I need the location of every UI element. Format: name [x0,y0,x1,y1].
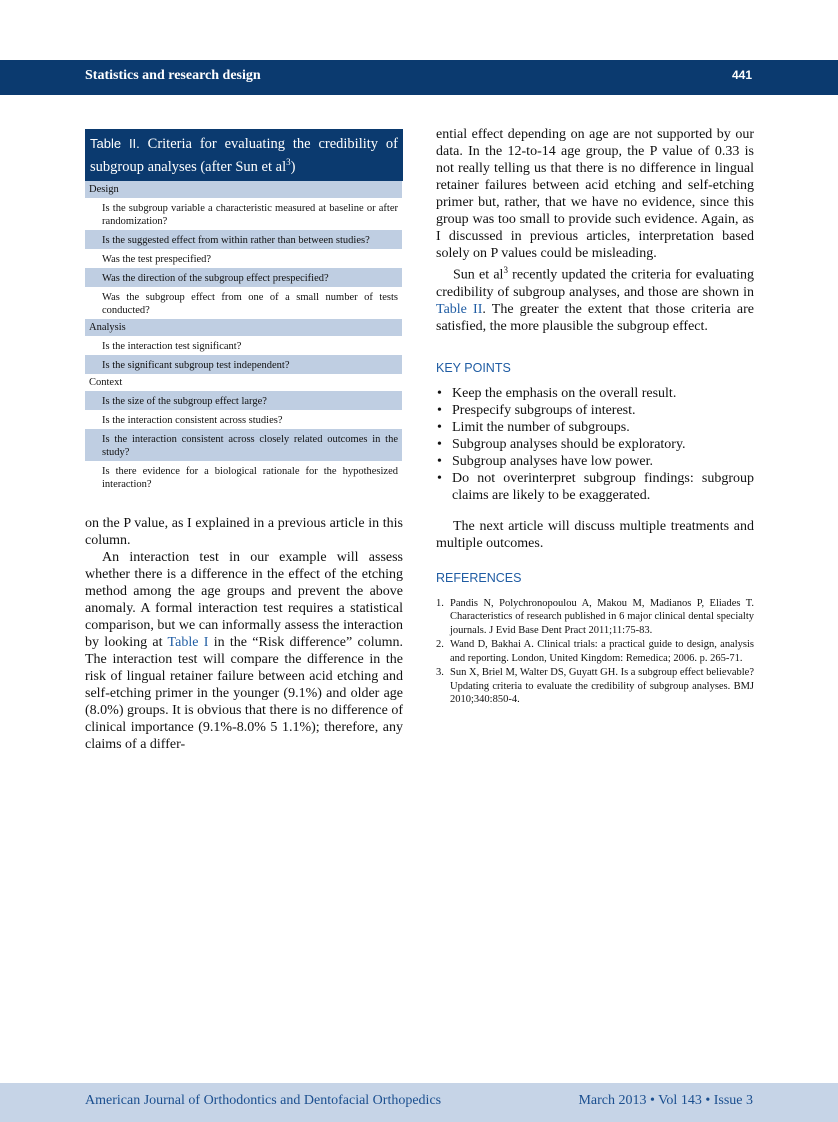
key-points-heading: KEY POINTS [436,360,511,375]
running-footer [0,1083,838,1122]
reference-item: 2. Wand D, Bakhai A. Clinical trials: a practical guide to design, analysis and reporting. London, United Kingdom: Remedica; 2006. p. 265-71. [436,639,754,664]
table-row [85,268,402,287]
section-label: Design [85,181,402,198]
section-label: Analysis [85,319,402,336]
table-row [85,287,402,319]
reference-item: 3. Sun X, Briel M, Walter DS, Guyatt GH. Is a subgroup effect believable? Updating criteria to evaluate the credibility of subgroup analyses. BMJ 2010;340:850-4. [436,667,754,706]
key-point: • Subgroup analyses should be exploratory. [436,436,754,453]
table-row [85,429,402,461]
criterion: Is the subgroup variable a characteristic measured at baseline or after randomization? [102,202,398,227]
table-row [85,319,402,336]
table-row [85,181,402,198]
criterion: Was the test prespecified? [102,253,212,265]
key-point: • Do not overinterpret subgroup findings: subgroup claims are likely to be exaggerated. [436,470,754,504]
table-link[interactable]: Table I [167,634,209,650]
table-link[interactable]: Table II [436,301,483,317]
table-row [85,374,402,391]
paragraph: ential effect depending on age are not supported by our data. In the 12-to-14 age group, the P value of 0.33 is not really telling us that there is no difference in lingual retainer failures between acid etching and self-etching primer but, rather, that we have no evidence, since this group was too small to provide such evidence. Again, as I discussed in previous articles, interpretation based solely on P values could be misleading. [436,127,754,261]
criterion: Was the subgroup effect from one of a small number of tests conducted? [102,291,398,316]
table-row [85,249,402,268]
criterion: Is the suggested effect from within rather than between studies? [85,230,402,249]
table-row [85,461,402,493]
table-row [85,336,402,355]
criterion: Is the interaction test significant? [102,340,242,352]
page-number: 441 [731,68,752,82]
key-point: • Limit the number of subgroups. [436,419,754,436]
issue-info: March 2013 • Vol 143 • Issue 3 [578,1093,753,1108]
table-row [85,355,402,374]
references-heading: REFERENCES [436,570,522,585]
left-column [85,129,403,753]
key-point: • Subgroup analyses have low power. [436,453,754,470]
section-title: Statistics and research design [85,68,261,83]
table-row [85,198,402,230]
criterion: Was the direction of the subgroup effect prespecified? [85,268,402,287]
section-label: Context [89,376,123,388]
paragraph: An interaction test in our example will assess whether there is a difference in the effect of the etching method among the age groups and prevent the above anomaly. A formal interaction test requires a statistical comparison, but we can informally assess the interaction by looking at Table I in the “Risk difference” column. The interaction test will compare the difference in the risk of lingual retainer failure between acid etching and self-etching primer in the younger (9.1%) and older age (8.0%) groups. It is obvious that there is no difference of clinical importance (9.1%-8.0% 5 1.1%); therefore, any claims of a differ- [85,549,403,752]
paragraph: on the P value, as I explained in a previous article in this column. [85,515,403,548]
table-row [85,410,402,429]
table-caption: Table II. Criteria for evaluating the credibility of subgroup analyses (after Sun et $al^3$) [85,129,403,181]
table-row [85,391,402,410]
paragraph: Sun et $al^3$ recently updated the criteria for evaluating credibility of subgroup analyses, and those are shown in Table II. The greater the extent that those criteria are satisfied, the more plausible the subgroup effect. [436,265,755,334]
key-point: • Prespecify subgroups of interest. [436,402,754,419]
running-header [0,60,838,95]
criterion: Is the size of the subgroup effect large? [85,391,402,410]
key-point: • Keep the emphasis on the overall result. [436,385,754,402]
journal-name: American Journal of Orthodontics and Dentofacial Orthopedics [85,1093,442,1108]
reference-item: 1. Pandis N, Polychronopoulou A, Makou M, Madianos P, Eliades T. Characteristics of research published in 6 major clinical dental specialty journals. J Evid Base Dent Pract 2011;11:75-83. [436,597,754,636]
criterion: Is the interaction consistent across studies? [102,414,283,426]
key-points-list [436,385,754,504]
table-row [85,230,402,249]
criterion: Is the significant subgroup test independent? [85,355,402,374]
right-column [436,126,754,708]
references-list [436,597,754,707]
paragraph: The next article will discuss multiple treatments and multiple outcomes. [436,518,754,551]
table-ii [85,129,403,493]
criterion: Is there evidence for a biological rationale for the hypothesized interaction? [102,465,398,490]
criterion: Is the interaction consistent across closely related outcomes in the study? [85,429,402,461]
